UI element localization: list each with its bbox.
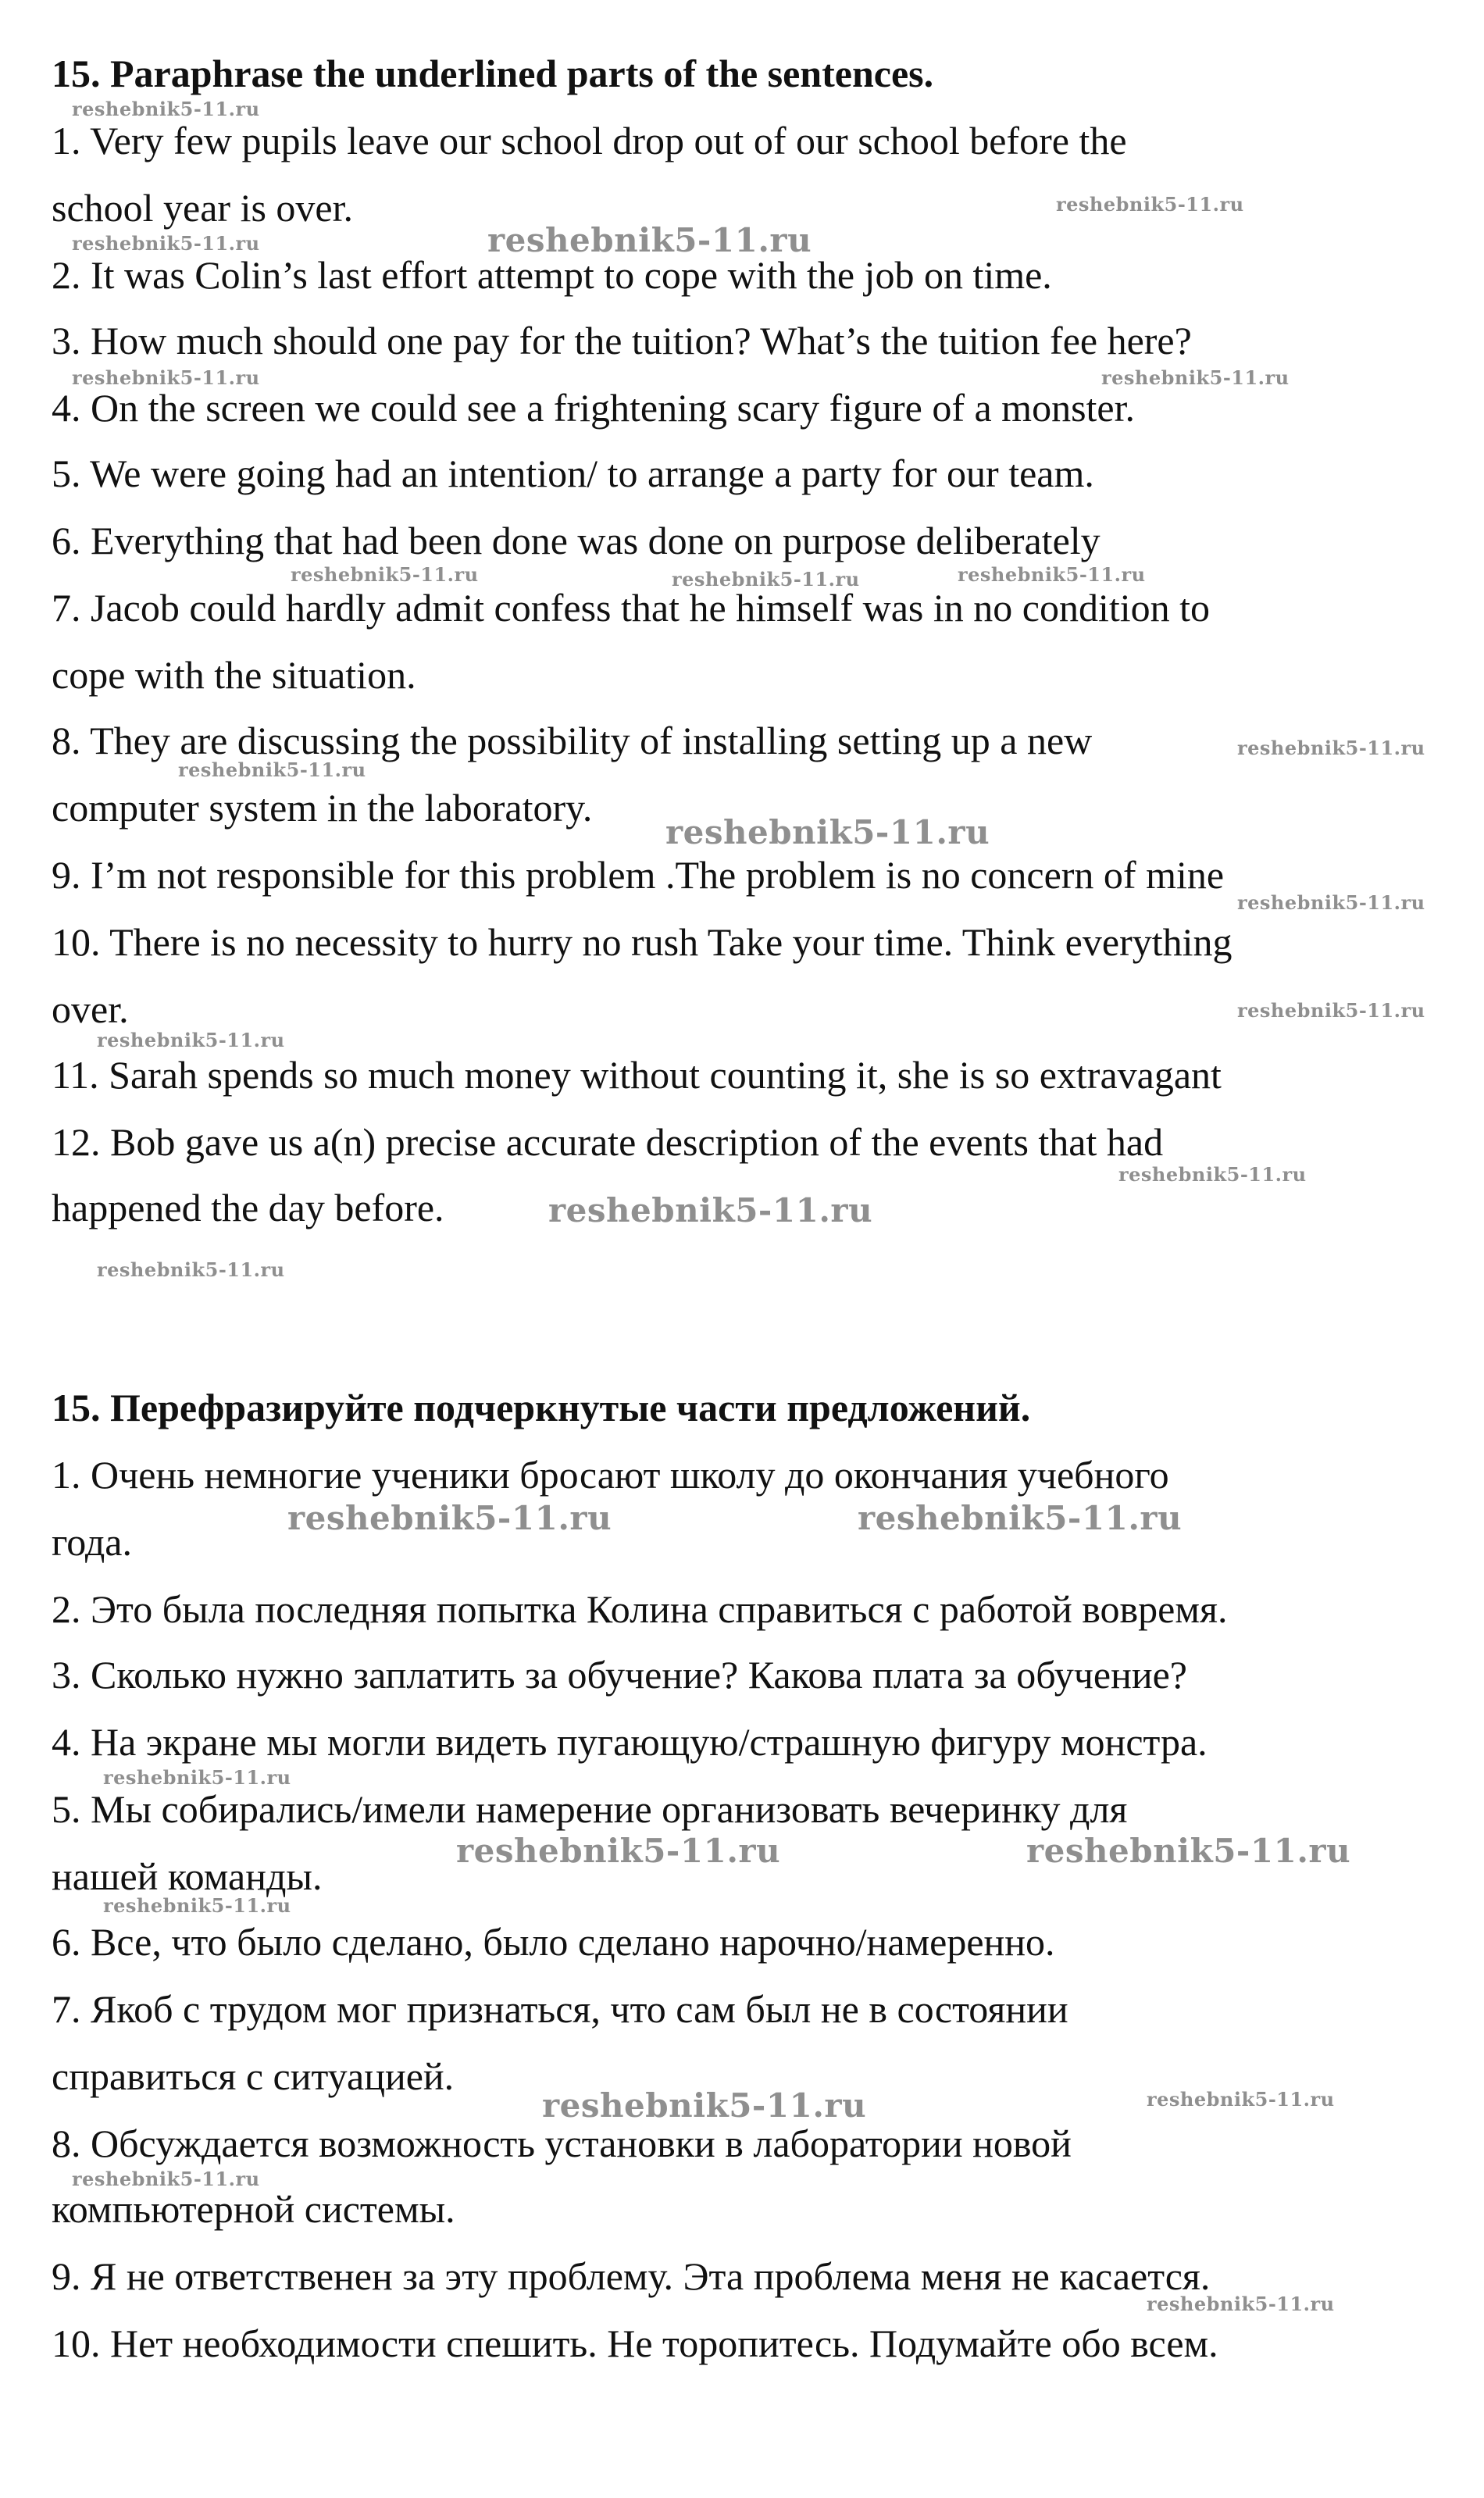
russian-line: 10. Нет необходимости спешить. Не торопитесь. Подумайте обо всем. xyxy=(52,2321,1218,2365)
russian-line: 3. Сколько нужно заплатить за обучение? Какова плата за обучение? xyxy=(52,1653,1187,1697)
watermark: reshebnik5-11.ru xyxy=(1237,999,1425,1022)
watermark: reshebnik5-11.ru xyxy=(97,1258,285,1281)
english-line: 3. How much should one pay for the tuition? What’s the tuition fee here? xyxy=(52,319,1192,362)
watermark: reshebnik5-11.ru xyxy=(72,232,260,255)
english-line: 8. They are discussing the possibility of installing setting up a new xyxy=(52,719,1093,762)
watermark: reshebnik5-11.ru xyxy=(1118,1163,1307,1186)
watermark: reshebnik5-11.ru xyxy=(103,1894,291,1917)
russian-line: 4. На экране мы могли видеть пугающую/страшную фигуру монстра. xyxy=(52,1720,1208,1764)
english-line: over. xyxy=(52,987,129,1031)
english-line: cope with the situation. xyxy=(52,653,416,697)
watermark: reshebnik5-11.ru xyxy=(958,563,1146,586)
russian-line: года. xyxy=(52,1520,132,1564)
watermark: reshebnik5-11.ru xyxy=(487,221,812,259)
english-line: 11. Sarah spends so much money without counting it, she is so extravagant xyxy=(52,1053,1222,1097)
watermark: reshebnik5-11.ru xyxy=(287,1499,612,1537)
russian-line: 7. Якоб с трудом мог признаться, что сам был не в состоянии xyxy=(52,1987,1068,2031)
watermark: reshebnik5-11.ru xyxy=(97,1029,285,1051)
watermark: reshebnik5-11.ru xyxy=(548,1191,873,1229)
russian-line: 2. Это была последняя попытка Колина справиться с работой вовремя. xyxy=(52,1587,1228,1631)
watermark: reshebnik5-11.ru xyxy=(1147,2293,1335,2315)
watermark: reshebnik5-11.ru xyxy=(72,98,260,120)
russian-line: компьютерной системы. xyxy=(52,2187,455,2231)
watermark: reshebnik5-11.ru xyxy=(1237,737,1425,759)
russian-heading: 15. Перефразируйте подчеркнутые части предложений. xyxy=(52,1386,1031,1429)
watermark: reshebnik5-11.ru xyxy=(858,1499,1183,1537)
watermark: reshebnik5-11.ru xyxy=(542,2086,867,2125)
watermark: reshebnik5-11.ru xyxy=(665,813,990,851)
watermark: reshebnik5-11.ru xyxy=(291,563,479,586)
english-line: 2. It was Colin’s last effort attempt to cope with the job on time. xyxy=(52,253,1052,297)
english-line: 7. Jacob could hardly admit confess that he himself was in no condition to xyxy=(52,586,1211,630)
watermark: reshebnik5-11.ru xyxy=(72,366,260,389)
watermark: reshebnik5-11.ru xyxy=(178,758,366,781)
russian-line: 5. Мы собирались/имели намерение организовать вечеринку для xyxy=(52,1787,1128,1831)
watermark: reshebnik5-11.ru xyxy=(103,1766,291,1789)
english-line: 4. On the screen we could see a frightening scary figure of a monster. xyxy=(52,386,1136,430)
english-line: 9. I’m not responsible for this problem .The problem is no concern of mine xyxy=(52,853,1225,897)
russian-line: 6. Все, что было сделано, было сделано нарочно/намеренно. xyxy=(52,1920,1055,1964)
english-heading: 15. Paraphrase the underlined parts of the sentences. xyxy=(52,52,934,95)
english-line: 1. Very few pupils leave our school drop out of our school before the xyxy=(52,119,1127,162)
english-line: 12. Bob gave us a(n) precise accurate description of the events that had xyxy=(52,1120,1164,1164)
russian-line: 9. Я не ответственен за эту проблему. Эта проблема меня не касается. xyxy=(52,2254,1211,2298)
watermark: reshebnik5-11.ru xyxy=(672,568,860,591)
russian-line: справиться с ситуацией. xyxy=(52,2054,455,2098)
russian-line: 1. Очень немногие ученики бросают школу до окончания учебного xyxy=(52,1453,1169,1497)
watermark: reshebnik5-11.ru xyxy=(1147,2088,1335,2111)
watermark: reshebnik5-11.ru xyxy=(456,1832,781,1870)
english-line: 10. There is no necessity to hurry no rush Take your time. Think everything xyxy=(52,920,1233,964)
english-line: happened the day before. xyxy=(52,1186,444,1229)
english-line: computer system in the laboratory. xyxy=(52,786,593,830)
english-line: 6. Everything that had been done was done on purpose deliberately xyxy=(52,519,1101,562)
russian-line: 8. Обсуждается возможность установки в лаборатории новой xyxy=(52,2122,1072,2165)
russian-line: нашей команды. xyxy=(52,1854,323,1898)
english-line: 5. We were going had an intention/ to arrange a party for our team. xyxy=(52,451,1094,495)
watermark: reshebnik5-11.ru xyxy=(1026,1832,1351,1870)
watermark: reshebnik5-11.ru xyxy=(1101,366,1290,389)
watermark: reshebnik5-11.ru xyxy=(1237,891,1425,914)
watermark: reshebnik5-11.ru xyxy=(1056,193,1244,216)
english-line: school year is over. xyxy=(52,186,354,230)
watermark: reshebnik5-11.ru xyxy=(72,2168,260,2190)
